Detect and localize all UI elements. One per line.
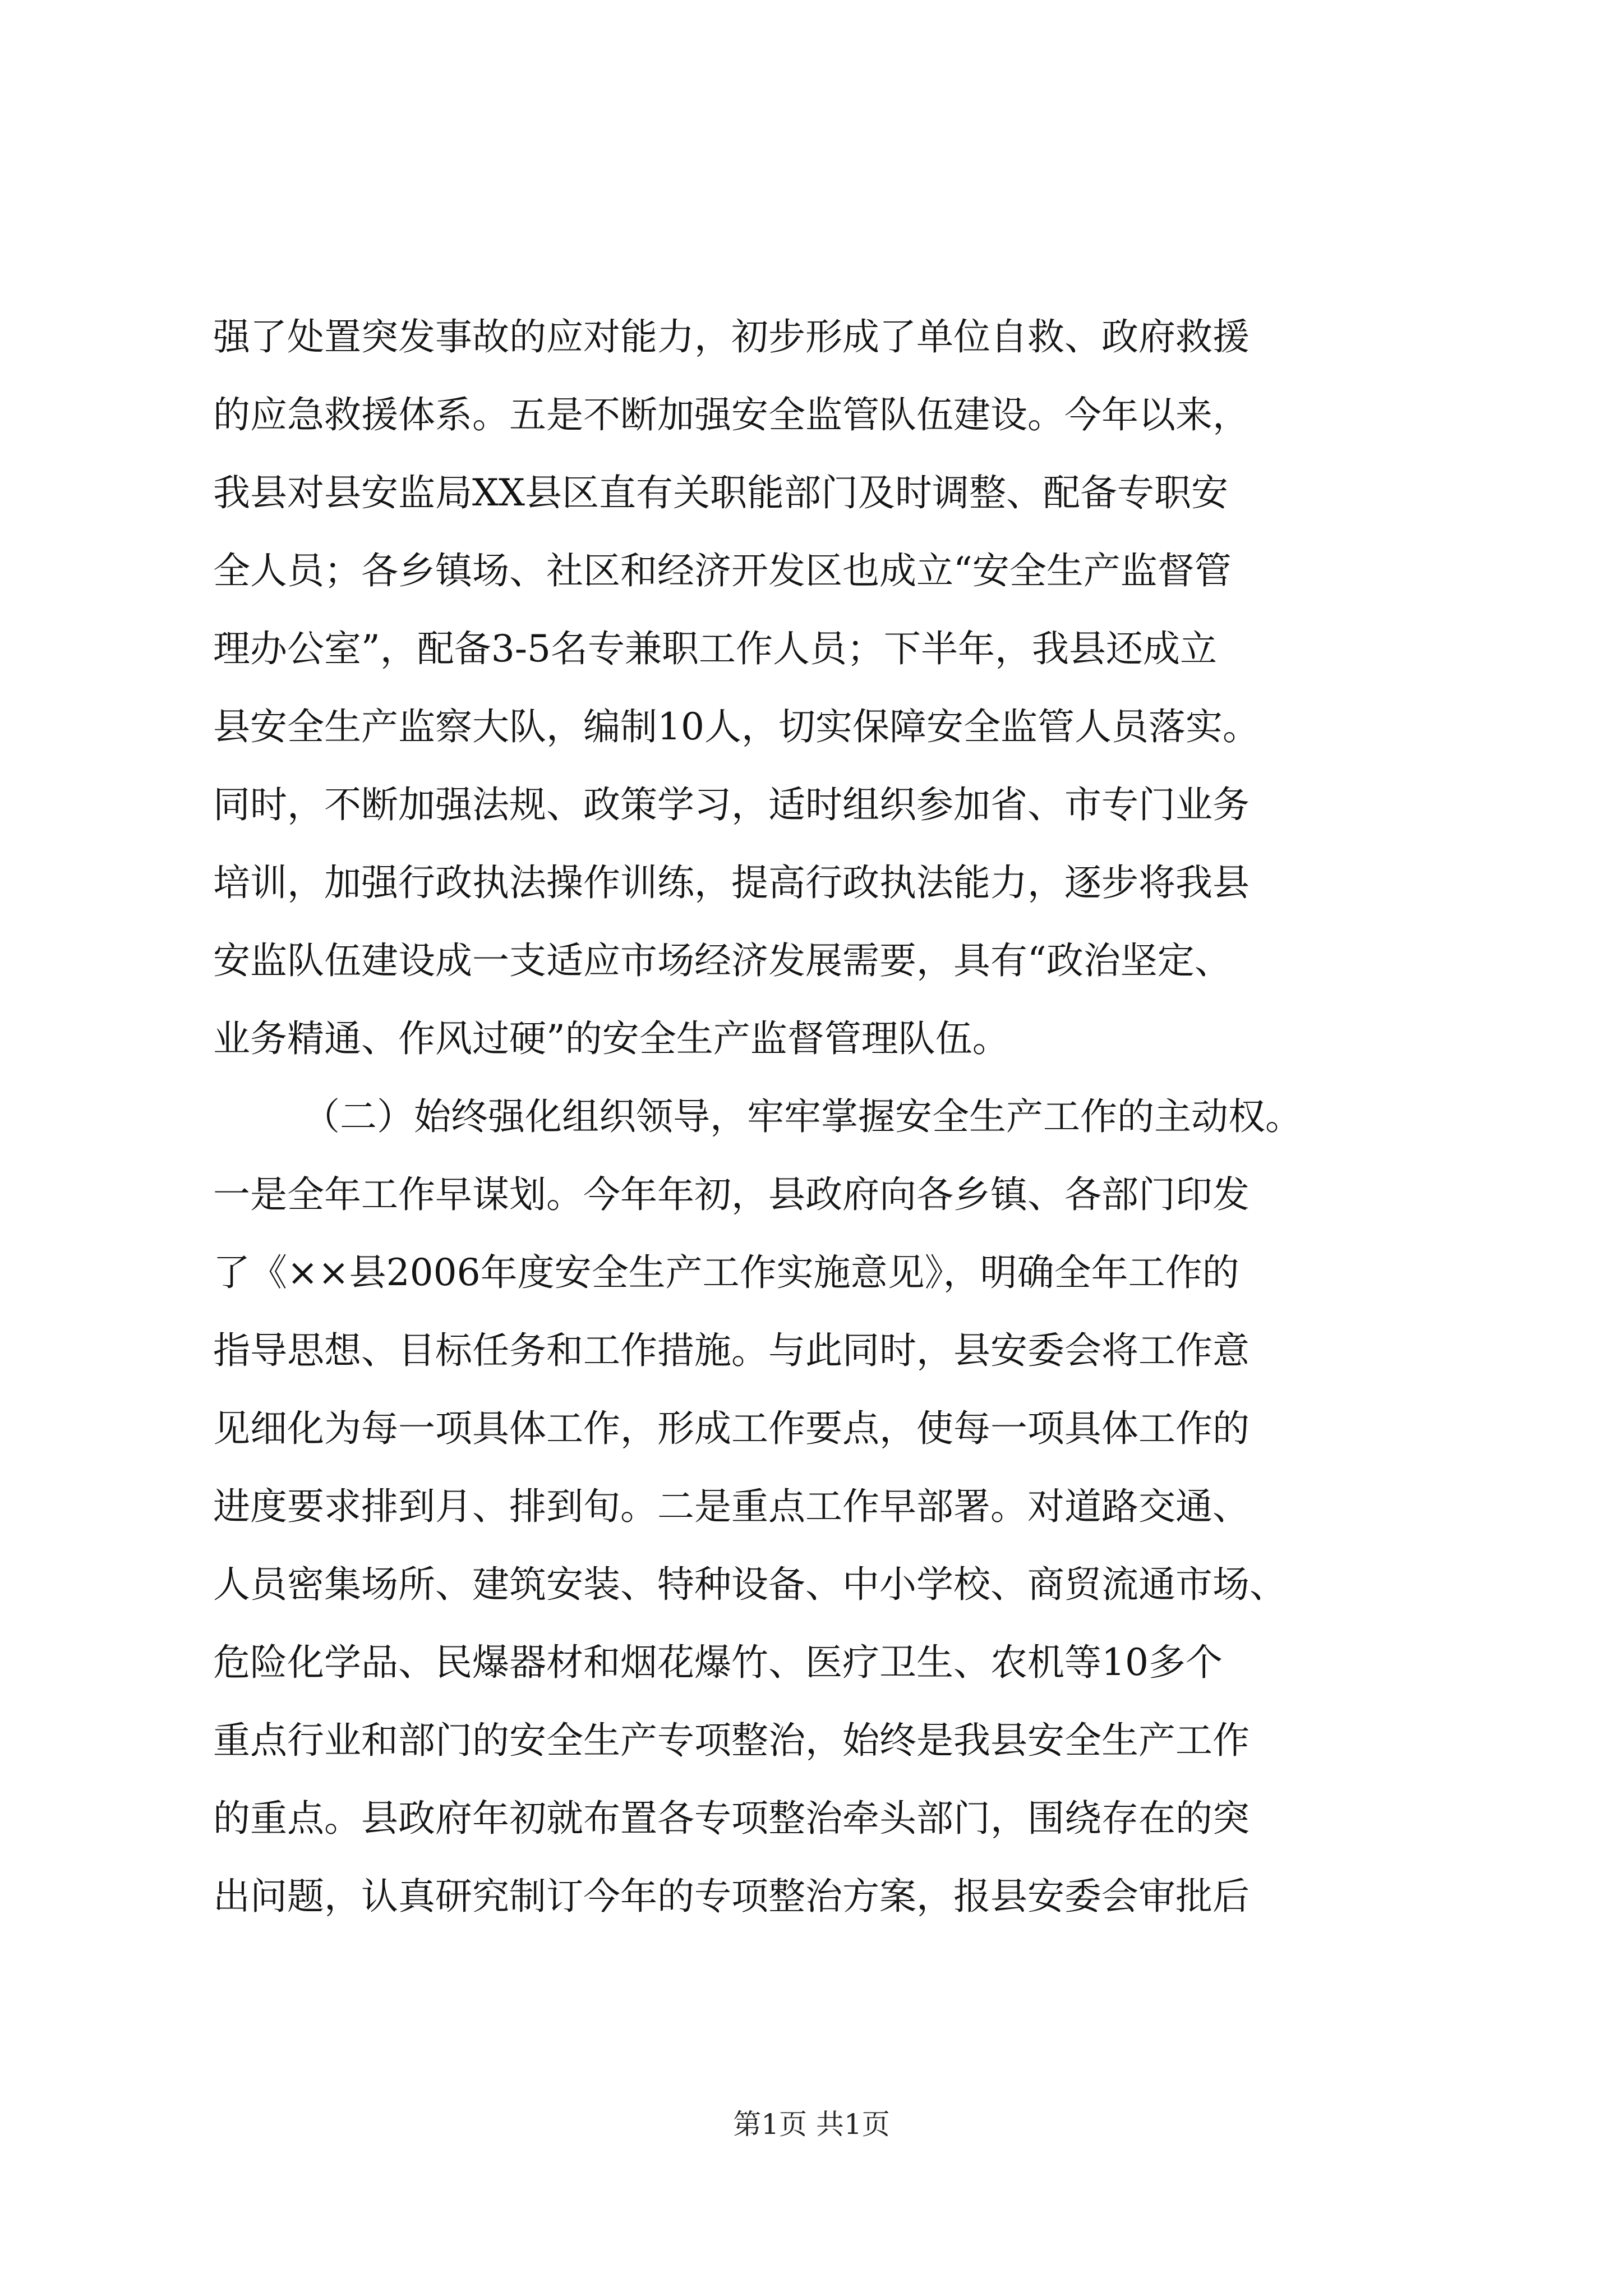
text-line-3: 我县对县安监局XX县区直有关职能部门及时调整、配备专职安 bbox=[213, 471, 1228, 514]
text-line-12: 一是全年工作早谋划。今年年初，县政府向各乡镇、各部门印发 bbox=[213, 1173, 1249, 1216]
text-line-19: 重点行业和部门的安全生产专项整治，始终是我县安全生产工作 bbox=[213, 1719, 1249, 1762]
section-heading-line: （二）始终强化组织领导，牢牢掌握安全生产工作的主动权。 bbox=[303, 1095, 1302, 1138]
text-line-7: 同时，不断加强法规、政策学习，适时组织参加省、市专门业务 bbox=[213, 783, 1249, 826]
text-line-14: 指导思想、目标任务和工作措施。与此同时，县安委会将工作意 bbox=[213, 1329, 1249, 1372]
text-line-13: 了《××县2006年度安全生产工作实施意见》，明确全年工作的 bbox=[213, 1251, 1239, 1294]
text-line-5: 理办公室”，配备3-5名专兼职工作人员；下半年，我县还成立 bbox=[213, 627, 1218, 670]
text-line-15: 见细化为每一项具体工作，形成工作要点，使每一项具体工作的 bbox=[213, 1407, 1249, 1450]
text-line-1: 强了处置突发事故的应对能力，初步形成了单位自救、政府救援 bbox=[213, 315, 1249, 358]
text-line-2: 的应急救援体系。五是不断加强安全监管队伍建设。今年以来， bbox=[213, 393, 1249, 436]
text-line-9: 安监队伍建设成一支适应市场经济发展需要，具有“政治坚定、 bbox=[213, 939, 1232, 982]
text-line-17: 人员密集场所、建筑安装、特种设备、中小学校、商贸流通市场、 bbox=[213, 1563, 1287, 1606]
text-line-21: 出问题，认真研究制订今年的专项整治方案，报县安委会审批后 bbox=[213, 1875, 1249, 1918]
text-line-18: 危险化学品、民爆器材和烟花爆竹、医疗卫生、农机等10多个 bbox=[213, 1641, 1223, 1684]
text-line-20: 的重点。县政府年初就布置各专项整治牵头部门，围绕存在的突 bbox=[213, 1797, 1249, 1840]
text-line-10: 业务精通、作风过硬”的安全生产监督管理队伍。 bbox=[213, 1017, 1009, 1060]
text-line-8: 培训，加强行政执法操作训练，提高行政执法能力，逐步将我县 bbox=[213, 861, 1249, 904]
page-number-footer: 第1页 共1页 bbox=[733, 2108, 890, 2141]
text-line-6: 县安全生产监察大队，编制10人，切实保障安全监管人员落实。 bbox=[213, 705, 1260, 748]
text-line-16: 进度要求排到月、排到旬。二是重点工作早部署。对道路交通、 bbox=[213, 1485, 1249, 1528]
text-line-4: 全人员；各乡镇场、社区和经济开发区也成立“安全生产监督管 bbox=[213, 549, 1232, 592]
